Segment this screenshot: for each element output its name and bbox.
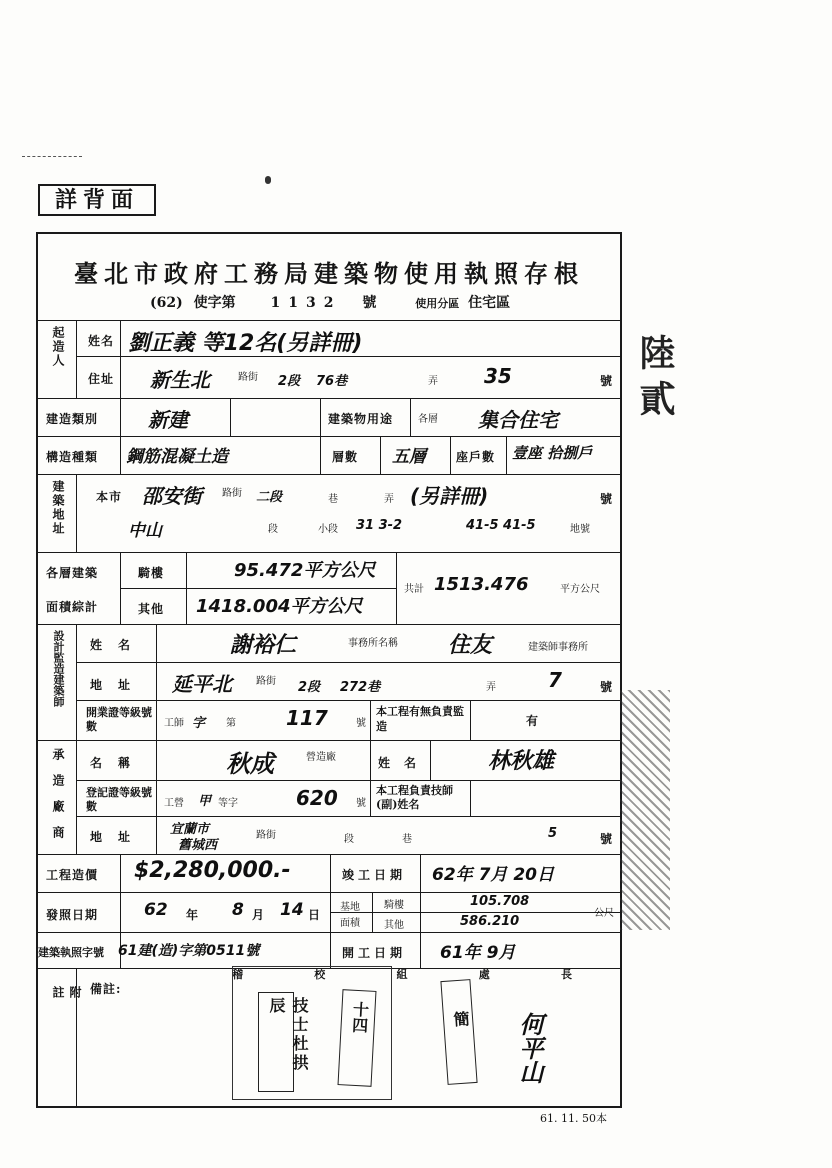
contractor-addr-sec: 段 bbox=[344, 834, 354, 845]
architect-addr-lane: 272巷 bbox=[340, 680, 381, 695]
site-alley: 弄 bbox=[384, 494, 394, 505]
issue-month: 8 bbox=[232, 900, 244, 920]
site-road: 邵安街 bbox=[142, 484, 202, 508]
contractor-reg-prefix: 工營 bbox=[164, 798, 184, 809]
floors-label: 層數 bbox=[332, 450, 359, 464]
permit-word: 使字第 bbox=[193, 295, 236, 311]
contractor-addr-city: 宜蘭市 bbox=[170, 822, 210, 837]
seal-stamp-2 bbox=[338, 989, 377, 1087]
scan-mark bbox=[265, 176, 271, 184]
site-area-row2-label: 其他 bbox=[384, 920, 404, 931]
area-total-value: 1513.476 bbox=[434, 574, 529, 595]
zone-label: 使用分區 bbox=[415, 297, 460, 310]
area-label-2: 面積綜計 bbox=[46, 600, 99, 614]
architect-addr-no-label: 號 bbox=[600, 680, 614, 694]
contractor-person-value: 林秋雄 bbox=[488, 749, 555, 774]
seal-stamp-3 bbox=[440, 979, 477, 1085]
issue-year: 62 bbox=[144, 900, 168, 920]
site-lot-a: 31 3-2 bbox=[356, 518, 403, 533]
issue-day-label: 日 bbox=[308, 908, 322, 922]
contractor-addr-street: 舊城西 bbox=[178, 838, 218, 853]
building-type-label: 建造類別 bbox=[46, 412, 99, 426]
architect-license-grade: 字 bbox=[192, 716, 206, 731]
stamp-col-3: 組 bbox=[396, 968, 408, 981]
side-scan-noise bbox=[620, 690, 670, 930]
site-sec2: 段 bbox=[268, 524, 278, 535]
applicant-address-sec: 2段 bbox=[278, 374, 301, 389]
issue-month-label: 月 bbox=[252, 908, 266, 922]
applicant-address-no-label: 號 bbox=[600, 374, 614, 388]
building-use-label: 建築物用途 bbox=[328, 412, 394, 426]
applicant-address-no: 35 bbox=[484, 364, 512, 388]
architect-office-suffix: 建築師事務所 bbox=[528, 642, 588, 653]
applicant-address-alley: 弄 bbox=[428, 376, 438, 387]
contractor-addr-road: 路街 bbox=[256, 830, 276, 841]
open-date-value: 61年 9月 bbox=[440, 943, 516, 963]
architect-license-no: 117 bbox=[286, 706, 328, 730]
applicant-address-label: 住址 bbox=[88, 372, 115, 386]
architect-addr-no: 7 bbox=[548, 668, 562, 692]
structure-label: 構造種類 bbox=[46, 450, 99, 464]
site-subsec: 小段 bbox=[318, 524, 338, 535]
contractor-person-label: 姓名 bbox=[378, 756, 431, 770]
open-date-label: 開工日期 bbox=[342, 946, 407, 960]
area-other-value: 1418.004平方公尺 bbox=[196, 596, 363, 617]
architect-supervisor-label: 本工程有無負責監造 bbox=[376, 705, 464, 733]
architect-name-label: 姓名 bbox=[90, 638, 147, 652]
architect-license-no-word: 第 bbox=[226, 718, 236, 729]
build-permit-label: 建築執照字號 bbox=[38, 946, 104, 959]
architect-addr-alley: 弄 bbox=[486, 682, 496, 693]
area-main-value: 95.472平方公尺 bbox=[234, 560, 376, 581]
issue-year-label: 年 bbox=[186, 908, 200, 922]
contractor-name-suffix: 營造廠 bbox=[306, 752, 336, 763]
permit-number: 1132 bbox=[270, 295, 342, 311]
seal-stamp-1 bbox=[258, 992, 309, 1092]
site-area-row2-value: 586.210 bbox=[460, 914, 520, 929]
permit-number-line bbox=[150, 292, 510, 312]
applicant-name-value: 劉正義 等12名(另詳冊) bbox=[128, 331, 363, 356]
signature: 何平山 bbox=[515, 1012, 543, 1084]
contractor-reg-no-label: 號 bbox=[356, 798, 366, 809]
applicant-section-label: 起造人 bbox=[51, 326, 65, 368]
area-main-label: 騎樓 bbox=[138, 566, 165, 580]
remark-label: 備註: bbox=[90, 982, 122, 996]
area-label-1: 各層建築 bbox=[46, 566, 99, 580]
applicant-address-road: 路街 bbox=[238, 372, 258, 383]
contractor-addr-lane: 巷 bbox=[402, 834, 412, 845]
contractor-name-value: 秋成 bbox=[226, 750, 274, 778]
contractor-section-label: 承造廠商 bbox=[51, 748, 65, 852]
notes-section-label: 附註 bbox=[51, 986, 82, 1078]
contractor-reg-grade: 甲 bbox=[198, 794, 212, 809]
site-no-label: 號 bbox=[600, 492, 614, 506]
site-sec: 二段 bbox=[256, 490, 283, 505]
building-use-floor: 各層 bbox=[418, 414, 438, 425]
stamp-col-2: 校 bbox=[314, 968, 326, 981]
site-no: (另詳冊) bbox=[410, 484, 489, 508]
area-unit: 平方公尺 bbox=[560, 584, 600, 595]
architect-name-value: 謝裕仁 bbox=[230, 633, 297, 658]
building-use-value: 集合住宅 bbox=[478, 408, 558, 432]
cost-value: $2,280,000.- bbox=[134, 858, 291, 883]
applicant-address-lane: 76巷 bbox=[316, 374, 348, 389]
site-city: 本市 bbox=[96, 490, 123, 504]
contractor-addr-no: 5 bbox=[548, 826, 558, 841]
architect-license-prefix: 工師 bbox=[164, 718, 184, 729]
architect-office-value: 住友 bbox=[448, 633, 493, 658]
site-lane: 巷 bbox=[328, 494, 338, 505]
area-other-label: 其他 bbox=[138, 602, 165, 616]
zone-value: 住宅區 bbox=[468, 295, 511, 311]
site-area-label-2: 面積 bbox=[340, 918, 360, 929]
applicant-address-street: 新生北 bbox=[150, 368, 210, 392]
seal-stamp-2-text: 十四 bbox=[349, 1000, 370, 1034]
seal-stamp-3-text: 簡 bbox=[450, 1010, 471, 1028]
site-district: 中山 bbox=[128, 521, 162, 541]
issue-day: 14 bbox=[280, 900, 304, 920]
architect-license-label: 開業證等級號數 bbox=[86, 706, 152, 733]
contractor-addr-no-label: 號 bbox=[600, 832, 614, 846]
floors-value: 五層 bbox=[392, 447, 426, 467]
side-text: 陸貳 bbox=[634, 334, 676, 426]
contractor-reg-label: 登記證等級號數 bbox=[86, 786, 152, 813]
site-area-unit: 公尺 bbox=[594, 908, 614, 919]
site-label: 建築地址 bbox=[51, 480, 65, 536]
contractor-tech-label: 本工程負責技師(副)姓名 bbox=[376, 784, 453, 811]
cost-label: 工程造價 bbox=[46, 868, 99, 882]
stamp-col-5: 長 bbox=[561, 968, 572, 981]
site-lot-label: 地號 bbox=[570, 524, 590, 535]
units-value: 壹座 拾捌戶 bbox=[512, 444, 593, 462]
architect-addr-street: 延平北 bbox=[172, 672, 232, 696]
seal-stamp-1-text: 技士杜拱辰 bbox=[267, 997, 309, 1073]
contractor-addr-label: 地址 bbox=[90, 830, 147, 844]
architect-supervisor-value: 有 bbox=[526, 714, 540, 728]
issue-label: 發照日期 bbox=[46, 908, 99, 922]
permit-prefix: (62) bbox=[150, 295, 183, 311]
architect-office-label: 事務所名稱 bbox=[348, 638, 398, 649]
completion-label: 竣工日期 bbox=[342, 868, 407, 882]
stamp-col-4: 處 bbox=[478, 968, 490, 981]
site-area-label-1: 基地 bbox=[340, 902, 360, 913]
form-title: 臺北市政府工務局建築物使用執照存根 bbox=[74, 259, 584, 288]
site-lot-b: 41-5 41-5 bbox=[466, 518, 536, 533]
permit-suffix: 號 bbox=[362, 295, 377, 311]
structure-value: 鋼筋混凝土造 bbox=[126, 447, 228, 467]
architect-addr-road: 路街 bbox=[256, 676, 276, 687]
architect-addr-label: 地址 bbox=[90, 678, 147, 692]
stamp-col-1: 稽 bbox=[232, 968, 243, 981]
footer-code: 61. 11. 50本 bbox=[540, 1112, 607, 1125]
site-area-row1-value: 105.708 bbox=[470, 894, 530, 909]
build-permit-value: 61建(造)字第0511號 bbox=[118, 943, 260, 959]
architect-section-label: 設計監造建築師 bbox=[52, 630, 65, 707]
building-type-value: 新建 bbox=[148, 408, 188, 432]
scan-mark bbox=[22, 156, 82, 159]
applicant-name-label: 姓名 bbox=[88, 334, 115, 348]
units-label: 座戶數 bbox=[456, 450, 496, 464]
site-area-row1-label: 騎樓 bbox=[384, 900, 404, 911]
contractor-name-label: 名稱 bbox=[90, 756, 147, 770]
contractor-reg-word: 等字 bbox=[218, 798, 238, 809]
site-road-suffix: 路街 bbox=[222, 488, 242, 499]
contractor-reg-no: 620 bbox=[296, 786, 338, 810]
architect-addr-sec: 2段 bbox=[298, 680, 321, 695]
completion-value: 62年 7月 20日 bbox=[432, 865, 554, 885]
area-total-label: 共計 bbox=[404, 584, 424, 595]
header-tag: 詳背面 bbox=[38, 184, 156, 216]
architect-license-no-label: 號 bbox=[356, 718, 366, 729]
